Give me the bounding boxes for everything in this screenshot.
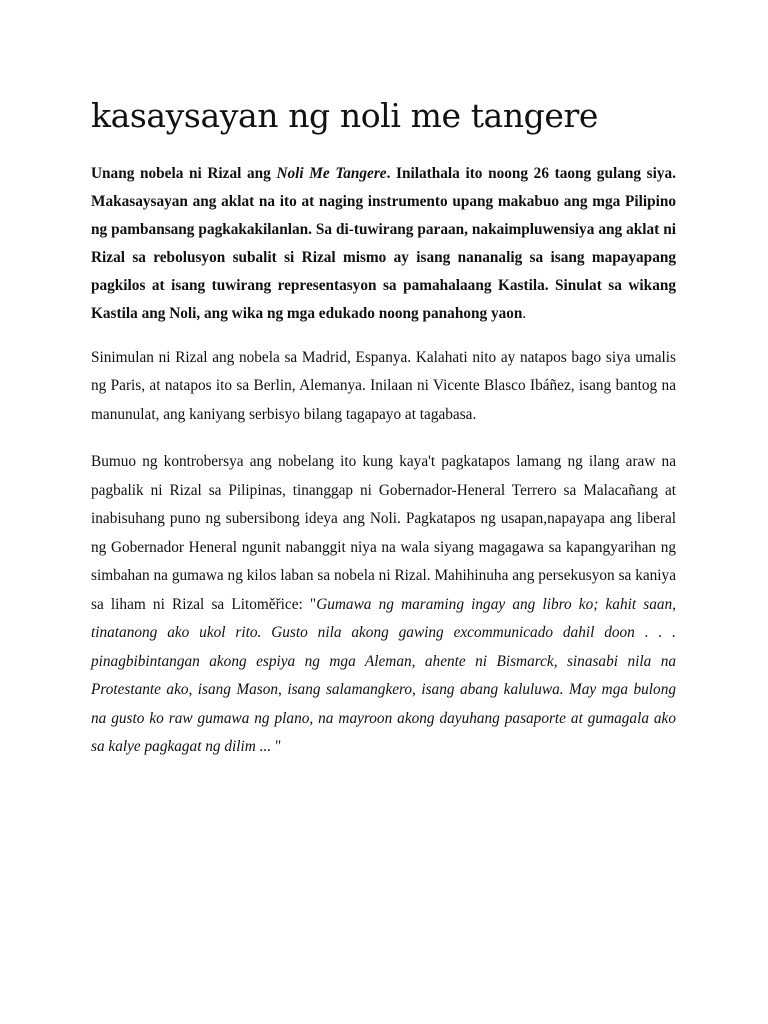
paragraph-intro (91, 160, 676, 328)
intro-text-period: . (522, 305, 527, 322)
quote-close-mark: " (271, 738, 282, 755)
rizal-letter-quote: Gumawa ng maraming ingay ang libro ko; kahit saan, tinatanong ako ukol rito. Gusto nila akong gawing excommunicado dahil doon . . . pinagbibintangan akong espiya ng mga Aleman, ahente ni Bismarck, sinasabi nila na Protestante ako, isang Mason, isang salamangkero, isang abang kaluluwa. May mga bulong na gusto ko raw gumawa ng plano, na mayroon akong dayuhang pasaporte at gumagala ako sa kalye pagkagat ng dilim ... (91, 595, 677, 755)
intro-text-start: Unang nobela ni Rizal ang (91, 165, 277, 182)
intro-text-body: . Inilathala ito noong 26 taong gulang siya. Makasaysayan ang aklat na ito at naging instrumento upang makabuo ang mga Pilipino ng pambansang pagkakakilanlan. Sa di-tuwirang paraan, nakaimpluwensiya ang aklat ni Rizal sa rebolusyon subalit si Rizal mismo ay isang nananalig sa isang mapayapang pagkilos at isang tuwirang representasyon sa pamahalaang Kastila. Sinulat sa wikang Kastila ang Noli, ang wika ng mga edukado noong panahong yaon (91, 165, 676, 322)
paragraph-writing-history: Sinimulan ni Rizal ang nobela sa Madrid, Espanya. Kalahati nito ay natapos bago siya umalis ng Paris, at natapos ito sa Berlin, Alemanya. Inilaan ni Vicente Blasco Ibáñez, isang bantog na manunulat, ang kaniyang serbisyo bilang tagapayo at tagabasa. (91, 349, 676, 423)
paragraph-controversy (91, 448, 676, 762)
novel-title-italic: Noli Me Tangere (276, 165, 387, 182)
controversy-text: Bumuo ng kontrobersya ang nobelang ito kung kaya't pagkatapos lamang ng ilang araw na pagbalik ni Rizal sa Pilipinas, tinanggap ni Gobernador-Heneral Terrero sa Malacañang at inabisuhang puno ng subersibong ideya ang Noli. Pagkatapos ng usapan,napayapa ang liberal ng Gobernador Heneral ngunit nabanggit niya na wala siyang magagawa sa kapangyarihan ng simbahan na gumawa ng kilos laban sa nobela ni Rizal. Mahihinuha ang persekusyon sa kaniya sa liham ni Rizal sa Litoměřice: " (91, 453, 676, 613)
page-title: kasaysayan ng noli me tangere (91, 96, 599, 135)
